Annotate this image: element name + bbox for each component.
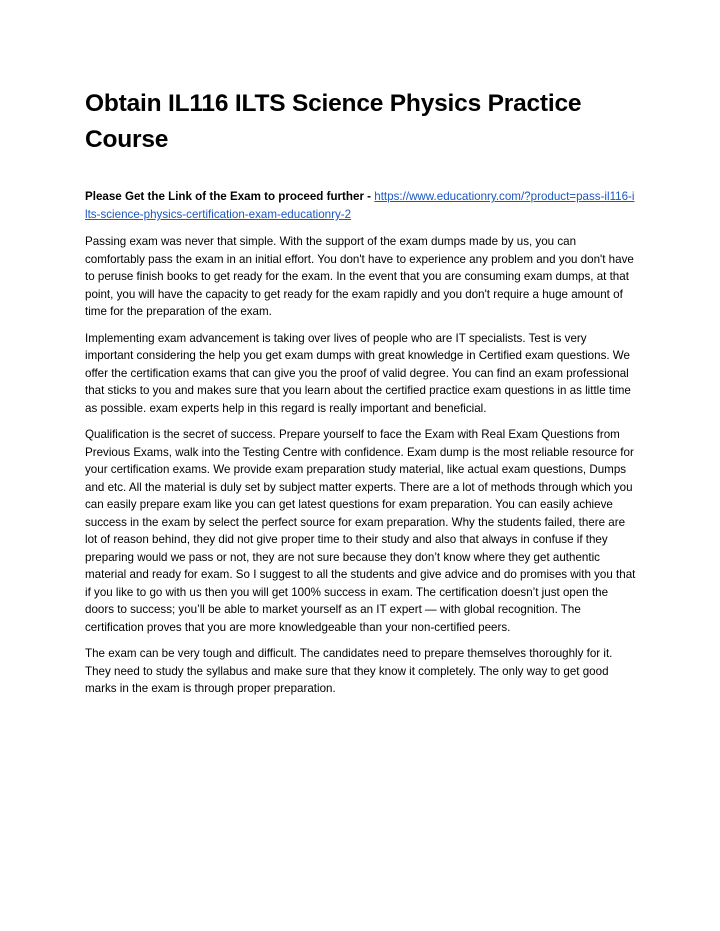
document-content [85, 86, 637, 698]
link-lead-text: Please Get the Link of the Exam to proceed further - [85, 190, 375, 203]
body-paragraph-3: Qualification is the secret of success. Prepare yourself to face the Exam with Real Exam Questions from Previous Exams, walk into the Testing Centre with confidence. Exam dump is the most reliable resource for your certification exams. We provide exam preparation study material, like actual exam questions, Dumps and etc. All the material is duly set by subject matter experts. There are a lot of methods through which you can easily prepare exam like you can get latest questions for exam preparation. You can easily achieve success in the exam by select the perfect source for exam preparation. Why the students failed, there are lot of reason behind, they did not give proper time to their study and also that always in confuse if they preparing would we pass or not, they are not sure because they don’t know where they get authentic material and ready for exam. So I suggest to all the students and give advice and do promises with you that if you like to go with us then you will get 100% success in exam. The certification doesn’t just open the doors to success; you’ll be able to market yourself as an IT expert — with global recognition. The certification proves that you are more knowledgeable than your non-certified peers. [85, 428, 636, 634]
exam-link[interactable]: https://www.educationry.com/?product=pass-il116-ilts-science-physics-certification-exam-educationry-2 [85, 190, 635, 221]
page-title: Obtain IL116 ILTS Science Physics Practice Course [85, 90, 582, 153]
body-paragraph-4: The exam can be very tough and difficult. The candidates need to prepare themselves thoroughly for it. They need to study the syllabus and make sure that they know it completely. The only way to get good marks in the exam is through proper preparation. [85, 647, 613, 695]
exam-link-paragraph [85, 188, 637, 224]
body-paragraph-2: Implementing exam advancement is taking over lives of people who are IT specialists. Test is very important considering the help you get exam dumps with great knowledge in Certified exam questions. We offer the certification exams that can give you the proof of valid degree. You can find an exam professional that sticks to you and makes sure that you learn about the certified practice exam questions in as little time as possible. exam experts help in this regard is really important and beneficial. [85, 331, 631, 415]
body-paragraph-1: Passing exam was never that simple. With the support of the exam dumps made by us, you can comfortably pass the exam in an initial effort. You don't have to experience any problem and you don't have to peruse finish books to get ready for the exam. In the event that you are consuming exam dumps, at that point, you will have the capacity to get ready for the exam rapidly and you don't require a huge amount of time for the preparation of the exam. [85, 235, 634, 318]
